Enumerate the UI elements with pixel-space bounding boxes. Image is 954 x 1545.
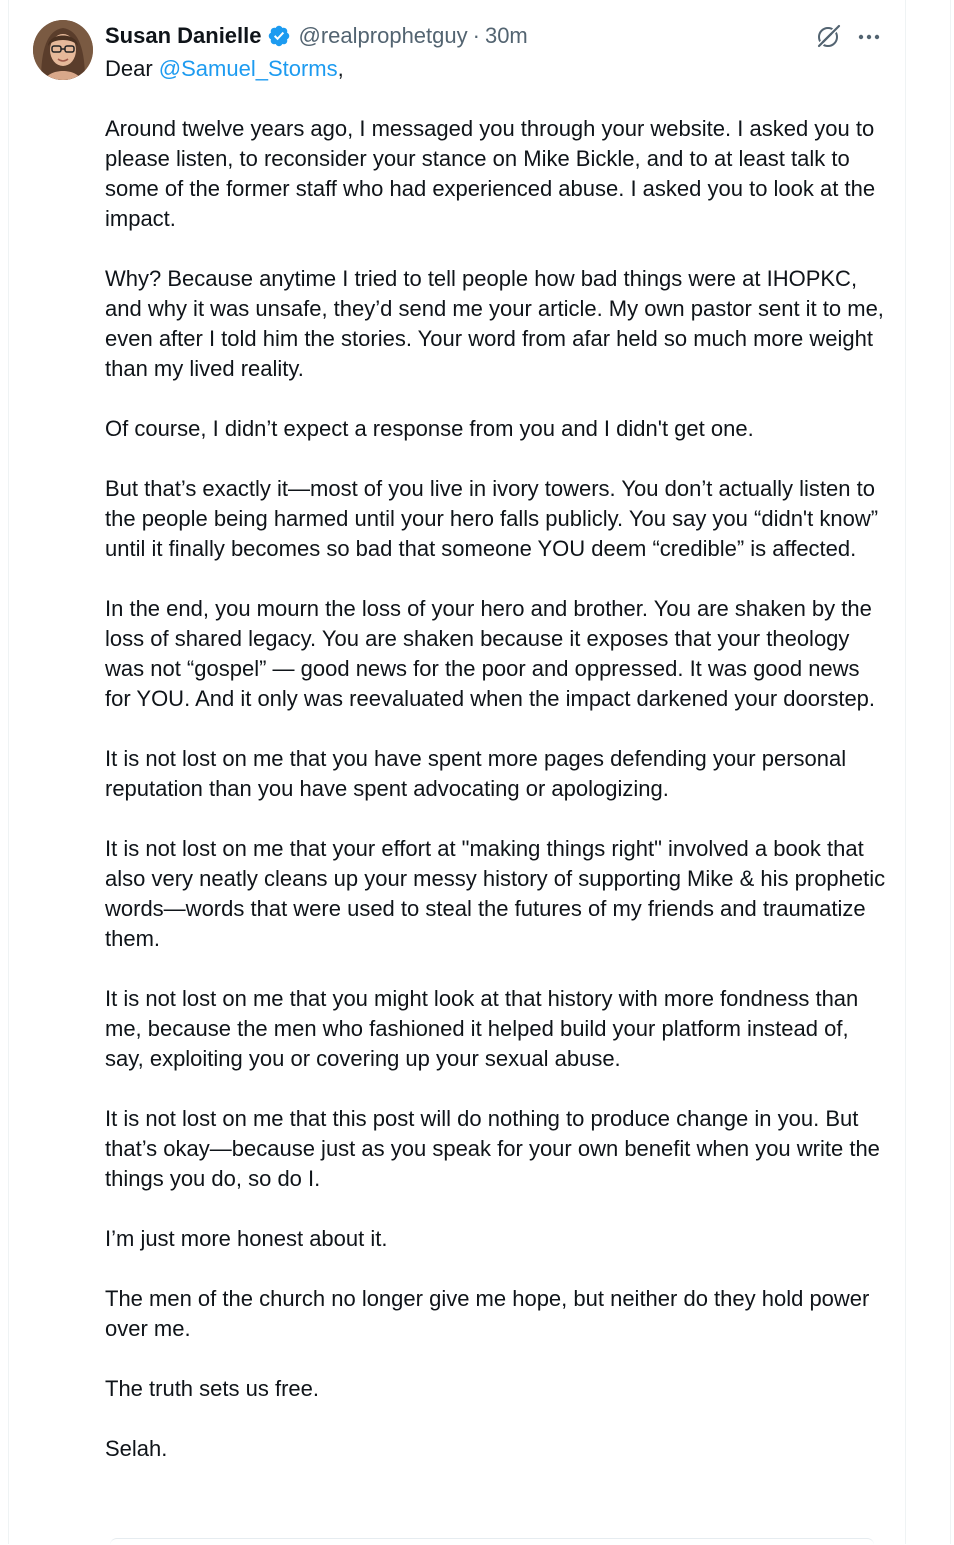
tweet-paragraph: I’m just more honest about it. xyxy=(105,1226,388,1251)
tweet-paragraph: Why? Because anytime I tried to tell people how bad things were at IHOPKC, and why it was unsafe, they’d send me your article. My own pastor sent it to me, even after I told him the stories. Your word from afar held so much more weight than my lived reality. xyxy=(105,266,884,381)
header-separator: · xyxy=(472,23,480,48)
tweet-paragraph: Around twelve years ago, I messaged you through your website. I asked you to please listen, to reconsider your stance on Mike Bickle, and to at least talk to some of the former staff who had experienced abuse. I asked you to look at the impact. xyxy=(105,116,876,231)
tweet-text xyxy=(105,54,890,1494)
tweet-paragraph: The truth sets us free. xyxy=(105,1376,319,1401)
tweet-paragraph: The men of the church no longer give me hope, but neither do they hold power over me. xyxy=(105,1286,870,1341)
more-options-icon[interactable] xyxy=(856,24,882,50)
adjacent-panel-edge xyxy=(950,0,954,1544)
tweet-paragraph: But that’s exactly it—most of you live in ivory towers. You don’t actually listen to the people being harmed until your hero falls publicly. You say you “didn't know” until it finally becomes so bad that someone YOU deem “credible” is affected. xyxy=(105,476,879,561)
mention-link[interactable]: @Samuel_Storms xyxy=(158,56,338,81)
tweet-paragraph: It is not lost on me that you have spent more pages defending your personal reputation than you have spent advocating or apologizing. xyxy=(105,746,847,801)
avatar-photo-icon xyxy=(33,20,93,80)
author-display-name[interactable]: Susan Danielle xyxy=(105,23,262,48)
author-handle[interactable]: @realprophetguy xyxy=(298,23,468,48)
tweet-timestamp[interactable]: 30m xyxy=(484,23,528,48)
tweet-header-actions xyxy=(814,22,882,52)
greeting-suffix: , xyxy=(337,56,344,81)
tweet-paragraph: It is not lost on me that you might look at that history with more fondness than me, because the men who fashioned it helped build your platform instead of, say, exploiting you or covering up your sexual abuse. xyxy=(105,986,859,1071)
tweet-paragraph: It is not lost on me that this post will do nothing to produce change in you. But that’s okay—because just as you speak for your own benefit when you write the things you do, so do I. xyxy=(105,1106,880,1191)
tweet-greeting xyxy=(105,54,890,84)
grok-icon[interactable] xyxy=(814,23,842,51)
tweet-paragraph: In the end, you mourn the loss of your hero and brother. You are shaken by the loss of shared legacy. You are shaken because it exposes that your theology was not “gospel” — good news for the poor and oppressed. It was good news for YOU. And it only was reevaluated when the impact darkened your doorstep. xyxy=(105,596,876,711)
verified-badge-icon[interactable] xyxy=(267,24,291,48)
tweet-paragraph: It is not lost on me that your effort at "making things right" involved a book that also very neatly cleans up your messy history of supporting Mike & his prophetic words—words that were used to steal the futures of my friends and traumatize them. xyxy=(105,836,886,951)
greeting-prefix: Dear xyxy=(105,56,159,81)
tweet-paragraph: Selah. xyxy=(105,1436,168,1461)
avatar[interactable] xyxy=(33,20,93,80)
tweet-paragraph: Of course, I didn’t expect a response from you and I didn't get one. xyxy=(105,416,754,441)
tweet-header xyxy=(105,22,528,50)
